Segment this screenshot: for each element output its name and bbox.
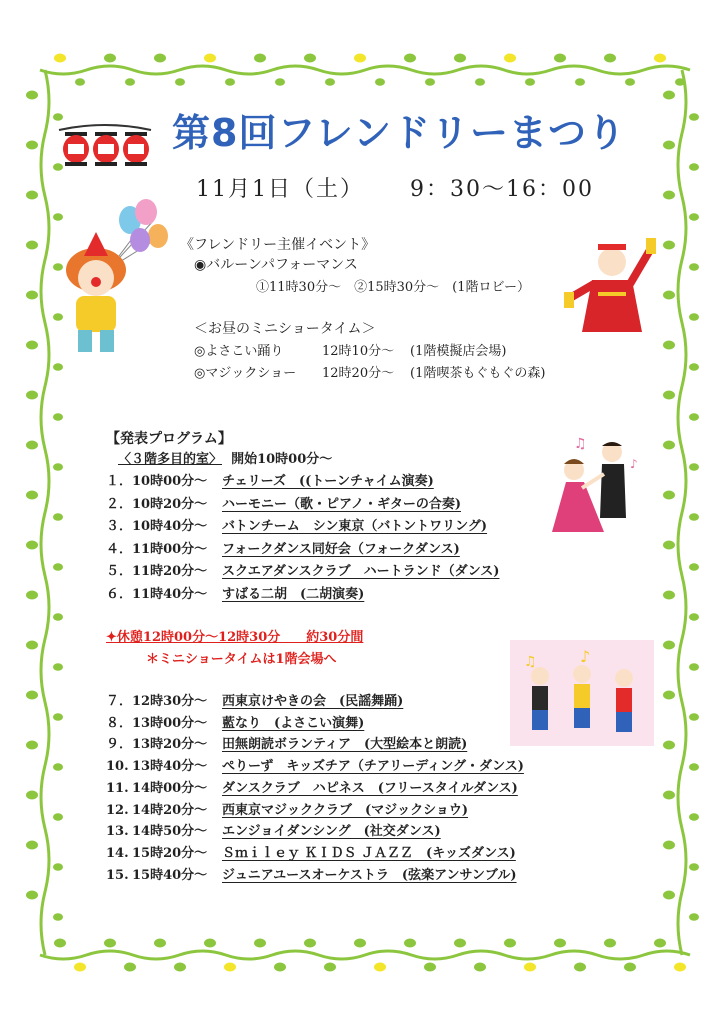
program-item-title: すばる二胡 (二胡演奏)	[222, 586, 365, 602]
program-item-time: 14時50分〜	[132, 824, 208, 840]
program-item-number: ９．	[106, 737, 133, 753]
program-item-title: ハーモニー（歌・ピアノ・ギターの合奏)	[222, 496, 461, 512]
lantern-icon	[55, 122, 155, 170]
program-item-number: ６．	[106, 586, 133, 602]
program-item-time: 14時20分〜	[132, 802, 208, 818]
program-item-title: ダンスクラブ ハピネス (フリースタイルダンス)	[222, 780, 518, 796]
program-item	[106, 777, 518, 796]
program-item-title: ジュニアユースオーケストラ (弦楽アンサンブル)	[222, 867, 517, 883]
lunch-show-item	[194, 362, 545, 381]
ballroom-dancers-icon	[544, 428, 654, 544]
program-item-number: 14.	[106, 845, 129, 861]
lunch-show-name: ◎よさこい踊り	[194, 344, 284, 359]
program-item-title: 西東京マジッククラブ (マジックショウ)	[222, 802, 469, 818]
event-title: 第8回フレンドリーまつり	[172, 111, 626, 155]
balloon-performance-label: ◉バルーンパフォーマンス	[194, 257, 358, 273]
event-time: 9：30〜16：00	[410, 177, 594, 202]
lunch-show-place: (1階喫茶もぐもぐの森)	[410, 366, 546, 381]
lunch-show-name: ◎マジックショー	[194, 366, 297, 381]
program-item-number: 15.	[106, 867, 129, 883]
program-item	[106, 799, 468, 818]
program-item-number: 11.	[106, 780, 129, 796]
program-item-title: バトンチーム シン東京（バトントワリング)	[222, 519, 488, 534]
clown-with-balloons-icon	[58, 198, 176, 358]
program-item-title: 田無朗読ボランティア (大型絵本と朗読)	[222, 737, 468, 753]
program-item	[106, 755, 524, 774]
program-item-time: 10時00分〜	[132, 474, 208, 489]
program-item	[106, 515, 487, 534]
event-date-time	[196, 172, 594, 203]
program-item-time: 13時40分〜	[132, 759, 208, 775]
program-item-title: フォークダンス同好会（フォークダンス)	[222, 541, 460, 557]
program-item	[106, 690, 403, 709]
program-item	[106, 842, 516, 861]
program-item	[106, 493, 461, 512]
svg-text:♫: ♫	[574, 436, 587, 452]
program-item-number: 10.	[106, 759, 129, 775]
lunch-show-time: 12時20分〜	[322, 366, 395, 381]
program-item-time: 14時00分〜	[132, 780, 208, 796]
lunch-show-place: (1階模擬店会場)	[410, 344, 507, 359]
program-item-time: 12時30分〜	[132, 694, 208, 709]
program-item-number: ５．	[106, 564, 133, 579]
program-item-time: 15時20分〜	[132, 845, 208, 861]
program-item-time: 13時00分〜	[132, 715, 208, 731]
program-item-number: １．	[106, 474, 133, 489]
program-item-number: 13.	[106, 824, 129, 840]
program-item-title: スクエアダンスクラブ ハートランド（ダンス)	[222, 564, 500, 579]
program-item-time: 13時20分〜	[132, 737, 208, 753]
program-item-number: ７．	[106, 694, 133, 709]
program-item	[106, 820, 441, 839]
program-item	[106, 470, 434, 489]
program-item-time: 10時20分〜	[132, 496, 208, 512]
lunch-show-time: 12時10分〜	[322, 344, 395, 359]
balloon-performance-times: ①11時30分〜 ②15時30分〜 (1階ロビー）	[256, 280, 530, 295]
program-item-title: 西東京けやきの会 (民謡舞踊)	[222, 694, 404, 709]
program-item	[106, 712, 364, 731]
program-item	[106, 538, 460, 557]
program-item-time: 15時40分〜	[132, 867, 208, 883]
program-item-time: 11時40分〜	[132, 586, 208, 602]
program-item	[106, 560, 499, 579]
lunch-show-heading: ＜お昼のミニショータイム＞	[194, 321, 376, 337]
program-item-title: エンジョイダンシング (社交ダンス)	[222, 824, 441, 840]
host-events-heading: 《フレンドリー主催イベント》	[180, 237, 376, 253]
svg-text:♪: ♪	[580, 647, 591, 666]
svg-text:♫: ♫	[524, 654, 537, 670]
program-item-title: Ｓｍｉｌｅｙ ＫＩＤＳ ＪＡＺＺ (キッズダンス)	[222, 845, 516, 861]
program-item-number: ４．	[106, 541, 133, 557]
program-venue-line	[118, 448, 332, 467]
program-item-time: 11時00分〜	[132, 541, 208, 557]
program-heading: 【発表プログラム】	[106, 431, 232, 447]
svg-text:♪: ♪	[630, 457, 638, 471]
program-item-title: チェリーズ ((トーンチャイム演奏)	[222, 474, 434, 489]
program-item-title: 藍なり (よさこい演舞)	[222, 715, 365, 731]
program-item-title: ぺりーず キッズチア（チアリーディング・ダンス)	[222, 759, 524, 775]
program-item-number: 12.	[106, 802, 129, 818]
program-item-time: 10時40分〜	[132, 519, 208, 534]
program-item-time: 11時20分〜	[132, 564, 208, 579]
program-item	[106, 864, 517, 883]
program-item-number: ２．	[106, 496, 133, 512]
program-venue: 〈３階多目的室〉	[118, 452, 223, 467]
break-notice: ✦休憩12時00分〜12時30分 約30分間	[106, 630, 364, 645]
program-item	[106, 583, 364, 602]
program-item	[106, 733, 467, 752]
program-item-number: ８．	[106, 715, 133, 731]
event-date: 11月1日（土）	[196, 177, 364, 202]
program-start: 開始10時00分〜	[231, 452, 333, 467]
lunch-show-item	[194, 340, 506, 359]
program-item-number: ３．	[106, 519, 133, 534]
kids-dancers-icon	[510, 640, 654, 746]
break-note: ＊ミニショータイムは1階会場へ	[146, 652, 337, 667]
yosakoi-dancer-icon	[562, 232, 662, 342]
